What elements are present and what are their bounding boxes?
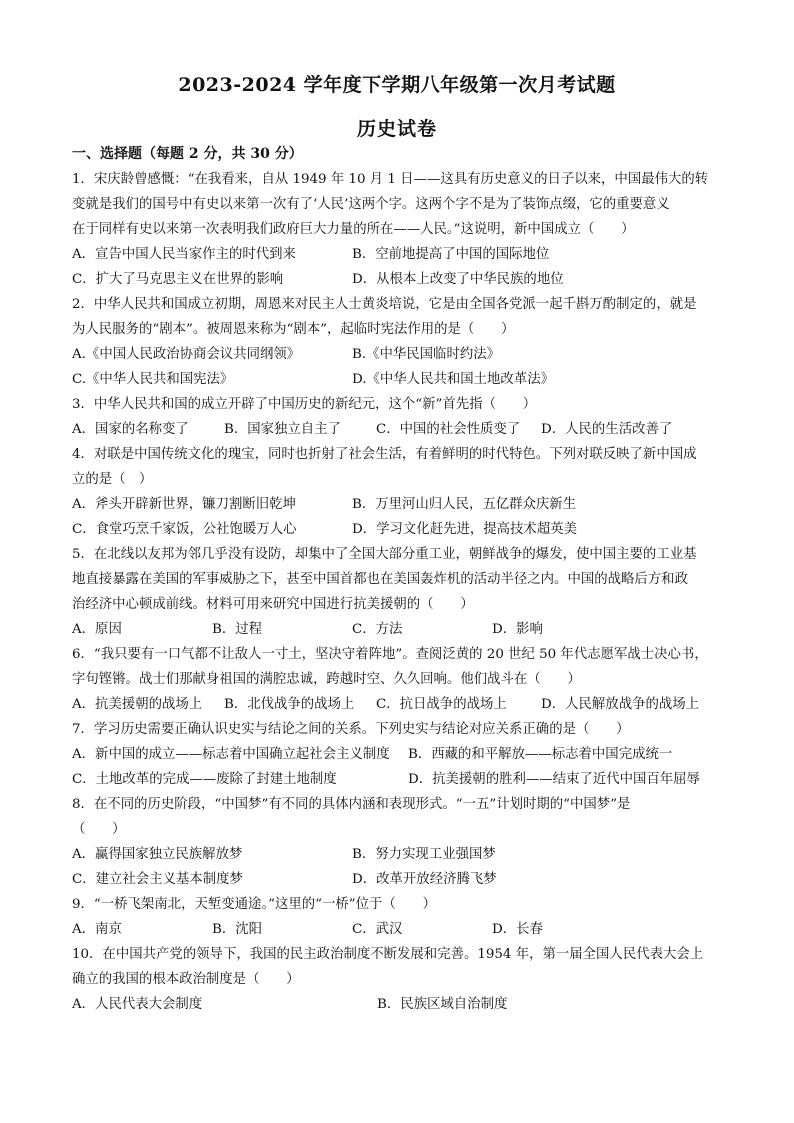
question-line: 在于同样有史以来第一次表明我们政府巨大力量的所在——人民。”这说明，新中国成立（ ）	[72, 222, 635, 237]
question-line: 7．学习历史需要正确认识史实与结论之间的关系。下列史实与结论对应关系正确的是（ ）	[72, 722, 630, 737]
option-a: A．南京	[72, 922, 122, 937]
option-a: A．原因	[72, 622, 122, 637]
option-d: D．人民解放战争的战场上	[541, 697, 700, 712]
option-a: A．新中国的成立——标志着中国确立起社会主义制度	[72, 747, 390, 762]
option-row	[72, 342, 732, 367]
option-d: D．从根本上改变了中华民族的地位	[352, 272, 564, 287]
option-a: A．宣告中国人民当家作主的时代到来	[72, 247, 296, 262]
option-c: C．建立社会主义基本制度梦	[72, 872, 243, 887]
option-row	[72, 367, 732, 392]
option-row	[72, 992, 732, 1017]
option-c: C．中国的社会性质变了	[376, 422, 521, 437]
question-10	[72, 942, 732, 1017]
exam-content	[72, 142, 732, 1017]
option-d: D．人民的生活改善了	[541, 422, 673, 437]
option-row	[72, 742, 732, 767]
question-line: 变就是我们的国号中有史以来第一次有了‘人民’这两个字。这两个字不是为了装饰点缀，它的重要意义	[72, 197, 670, 212]
option-c: C．武汉	[352, 922, 403, 937]
option-row	[72, 242, 732, 267]
option-row	[72, 917, 732, 942]
question-2	[72, 292, 732, 392]
question-line: 字句铿锵。战士们那献身祖国的满腔忠诚，跨越时空、久久回响。他们战斗在（ ）	[72, 672, 581, 687]
option-c: C．扩大了马克思主义在世界的影响	[72, 272, 284, 287]
question-line: 8．在不同的历史阶段，“中国梦”有不同的具体内涵和表现形式。“一五”计划时期的“中国梦”是	[72, 797, 631, 812]
question-3	[72, 392, 732, 442]
question-line: 为人民服务的“剧本”。被周恩来称为“剧本”，起临时宪法作用的是（ ）	[72, 322, 515, 337]
question-9	[72, 892, 732, 942]
option-a: A．赢得国家独立民族解放梦	[72, 847, 243, 862]
option-c: C．抗日战争的战场上	[376, 697, 507, 712]
option-a: A.《中国人民政治协商会议共同纲领》	[72, 347, 301, 362]
exam-subtitle: 历史试卷	[356, 118, 437, 140]
question-line: 治经济中心顿成前线。材料可用来研究中国进行抗美援朝的（ ）	[72, 597, 474, 612]
option-c: C．土地改革的完成——废除了封建土地制度	[72, 772, 337, 787]
option-c: C.《中华人民共和国宪法》	[72, 372, 234, 387]
option-d: D．长春	[492, 922, 543, 937]
question-7	[72, 717, 732, 792]
option-row	[72, 617, 732, 642]
question-line: 5．在北线以友邦为邻几乎没有设防，却集中了全国大部分重工业，朝鲜战争的爆发，使中国主要的工业基	[72, 547, 697, 562]
option-b: B．西藏的和平解放——标志着中国完成统一	[408, 747, 673, 762]
question-line: 4．对联是中国传统文化的瑰宝，同时也折射了社会生活，有着鲜明的时代特色。下列对联反映了新中国成	[72, 447, 697, 462]
option-b: B．民族区域自治制度	[377, 997, 508, 1012]
option-a: A．抗美援朝的战场上	[72, 697, 203, 712]
question-line: 立的是（ ）	[72, 472, 153, 487]
option-a: A．国家的名称变了	[72, 422, 189, 437]
option-b: B．过程	[212, 622, 263, 637]
option-c: C．方法	[352, 622, 403, 637]
question-line: 地直接暴露在美国的军事威胁之下，甚至中国首都也在美国轰炸机的活动半径之内。中国的战略后方和政	[72, 572, 688, 587]
option-row	[72, 867, 732, 892]
option-d: D.《中华人民共和国土地改革法》	[352, 372, 554, 387]
question-line: 9．“一桥飞架南北，天堑变通途。”这里的“一桥”位于（ ）	[72, 897, 436, 912]
option-d: D．影响	[492, 622, 543, 637]
option-b: B．努力实现工业强国梦	[352, 847, 496, 862]
option-b: B．万里河山归人民，五亿群众庆新生	[352, 497, 577, 512]
option-row	[72, 492, 732, 517]
option-b: B．国家独立自主了	[224, 422, 341, 437]
question-line: 确立的我国的根本政治制度是（ ）	[72, 972, 300, 987]
question-5	[72, 542, 732, 642]
option-d: D．改革开放经济腾飞梦	[352, 872, 497, 887]
option-row	[72, 842, 732, 867]
option-a: A．斧头开辟新世界，镰刀割断旧乾坤	[72, 497, 296, 512]
option-row	[72, 767, 732, 792]
question-6	[72, 642, 732, 717]
question-8	[72, 792, 732, 892]
question-line: 3．中华人民共和国的成立开辟了中国历史的新纪元，这个“新”首先指（ ）	[72, 397, 537, 412]
question-4	[72, 442, 732, 542]
option-b: B．空前地提高了中国的国际地位	[352, 247, 550, 262]
question-line: （ ）	[72, 822, 126, 837]
option-row	[72, 417, 732, 442]
question-line: 2．中华人民共和国成立初期，周恩来对民主人士黄炎培说，它是由全国各党派一起千斟万酌制定的，就是	[72, 297, 697, 312]
question-line: 1．宋庆龄曾感慨：“在我看来，自从 1949 年 10 月 1 日——这具有历史意义的日子以来，中国最伟大的转	[72, 172, 709, 187]
question-line: 6．“我只要有一口气都不让敌人一寸土，坚决守着阵地”。查阅泛黄的 20 世纪 50 年代志愿军战士决心书，	[72, 647, 708, 662]
option-d: D．抗美援朝的胜利——结束了近代中国百年屈辱	[408, 772, 700, 787]
section-heading: 一、选择题（每题 2 分，共 30 分）	[72, 146, 303, 162]
option-b: B．北伐战争的战场上	[224, 697, 355, 712]
option-c: C．食堂巧烹千家饭，公社饱暖万人心	[72, 522, 297, 537]
option-a: A．人民代表大会制度	[72, 997, 203, 1012]
option-b: B．沈阳	[212, 922, 263, 937]
question-1	[72, 167, 732, 292]
option-row	[72, 517, 732, 542]
option-row	[72, 267, 732, 292]
option-b: B.《中华民国临时约法》	[352, 347, 501, 362]
option-d: D．学习文化赶先进，提高技术超英美	[352, 522, 577, 537]
option-row	[72, 692, 732, 717]
exam-title: 2023-2024 学年度下学期八年级第一次月考试题	[178, 74, 616, 96]
question-line: 10．在中国共产党的领导下，我国的民主政治制度不断发展和完善。1954 年，第一届全国人民代表大会上	[72, 947, 704, 962]
